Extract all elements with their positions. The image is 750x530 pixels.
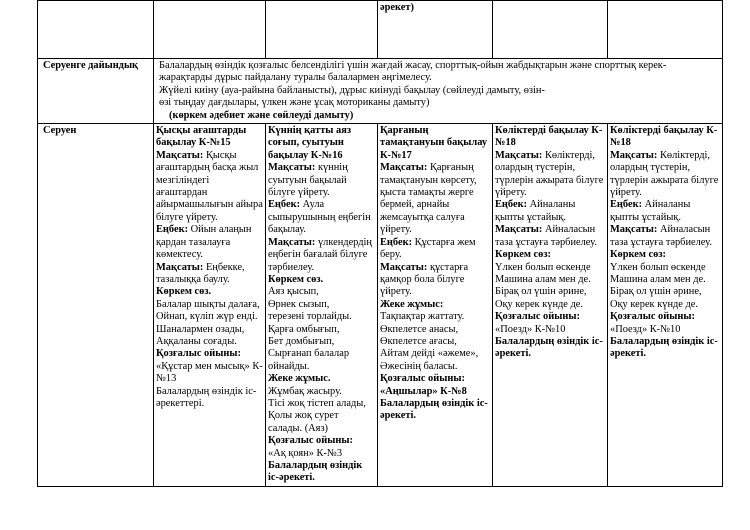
walk-line: [268, 435, 375, 447]
walk-line: [268, 398, 375, 410]
walk-line-text: Мақсаты:: [268, 162, 318, 174]
walk-line-rest: Қысқы ағаштардың басқа жыл мезгіліндегі ағаштардан айырмашылығын айыра білуге үйрету.: [156, 149, 263, 223]
walk-line: [610, 262, 720, 274]
top-cell-2: [266, 1, 378, 59]
walk-line: [156, 299, 263, 311]
walk-line-text: Балалардың өзіндік іс-әрекеттері.: [156, 385, 257, 409]
walk-line: [156, 125, 263, 150]
walk-line-text: Үлкен болып өскенде: [495, 261, 591, 273]
walk-line-text: Машина алам мен де.: [495, 273, 591, 285]
walk-line-text: Өкпелетсе ағасы,: [380, 335, 457, 347]
walk-line: [610, 286, 720, 298]
walk-line-text: Балалардың өзіндік іс-әрекеті.: [610, 335, 718, 360]
walk-line-text: Мақсаты:: [610, 224, 660, 236]
walk-line: [268, 286, 375, 298]
walk-line-text: Өрнек сызып,: [268, 298, 330, 310]
walk-line-text: Мақсаты:: [380, 261, 430, 273]
walk-line-text: «Поезд» К-№10: [610, 323, 681, 335]
walk-line: [610, 150, 720, 200]
walk-line: [156, 386, 263, 411]
walk-line-text: Еңбек:: [156, 224, 191, 236]
walk-line: [380, 237, 490, 262]
walk-line-text: Балалардың өзіндік іс-әрекеті.: [268, 460, 363, 484]
walk-line: [610, 249, 720, 261]
walk-line: [268, 311, 375, 323]
walk-line: [268, 237, 375, 274]
walk-line: [156, 324, 263, 336]
walk-line-text: Көліктерді бақылау К-№18: [495, 125, 603, 149]
walk-line: [495, 336, 605, 361]
walk-line: [380, 311, 490, 323]
walk-line: [495, 224, 605, 249]
walk-line-text: «Поезд» К-№10: [495, 323, 566, 335]
walk-line: [610, 125, 720, 150]
walk-line: [610, 336, 720, 361]
walk-line: [380, 162, 490, 236]
walk-line-rest: құстарға қамқор бола білуге үйрету.: [380, 261, 469, 298]
prep-line: Жүйелі киіну (ауа-райына байланысты), дұрыс киінуді бақылау (сөйлеуді дамыту, өзін-: [159, 84, 545, 96]
walk-line: [156, 348, 263, 360]
walk-line: [156, 262, 263, 287]
prep-line: Балалардың өзіндік қозғалыс белсенділігі үшін жағдай жасау, спорттық-ойын жабдықтарын және спорттық керек-: [159, 60, 667, 71]
walk-line-text: Еңбек:: [610, 199, 645, 211]
walk-line: [156, 224, 263, 261]
walk-line-text: Қозғалыс ойыны:: [495, 311, 580, 323]
walk-line-text: Еңбек:: [495, 199, 530, 211]
walk-line-text: Бірақ ол үшін әрине,: [495, 286, 587, 298]
walk-line-rest: Еңбекке, тазалыққа баулу.: [156, 261, 245, 285]
walk-line-text: Мақсаты:: [268, 236, 318, 248]
walk-line: [268, 348, 375, 373]
walk-line-text: Мақсаты:: [495, 149, 545, 161]
prep-line: (көркем әдебиет және сөйлеуді дамыту): [169, 109, 354, 121]
walk-col-1: [266, 124, 378, 487]
walk-line-text: Мақсаты:: [380, 162, 430, 174]
walk-line: [495, 299, 605, 311]
walk-line-rest: Ойын алаңын қардан тазалауға көмектесу.: [156, 224, 252, 261]
walk-line-text: Көліктерді бақылау К-№18: [610, 125, 718, 149]
walk-line-text: Еңбек:: [380, 236, 415, 248]
walk-line: [610, 274, 720, 286]
walk-line-rest: Айналаны қыпты ұстайық.: [610, 199, 691, 223]
walk-line: [495, 311, 605, 323]
walk-col-4: [608, 124, 723, 487]
walk-line-text: Қолы жоқ сурет салады. (Аяз): [268, 410, 339, 434]
walk-line-text: Үлкен болып өскенде: [610, 261, 706, 273]
walk-line-text: Балалардың өзіндік іс-әрекеті.: [495, 335, 603, 360]
walk-line-text: Қысқы ағаштарды бақылау К-№15: [156, 125, 247, 149]
walk-line: [268, 324, 375, 336]
walk-line: [156, 336, 263, 348]
walk-line: [268, 386, 375, 398]
walk-line-text: терезені торлайды.: [268, 311, 352, 323]
top-label-cell: [38, 1, 154, 59]
walk-line: [268, 125, 375, 162]
walk-line: [495, 150, 605, 200]
walk-line-text: Еңбек:: [268, 199, 303, 211]
walk-line-text: Тақпақтар жаттату.: [380, 311, 465, 323]
walk-line-text: Мақсаты:: [495, 224, 545, 236]
table-row-top: [38, 1, 723, 59]
walk-line-text: Көркем сөз:: [610, 249, 666, 261]
table-row-prep: [38, 59, 723, 124]
walk-line-text: Жеке жұмыс:: [380, 298, 444, 310]
walk-line: [610, 311, 720, 323]
walk-line: [610, 324, 720, 336]
walk-line-text: Көркем сөз:: [495, 249, 551, 261]
walk-line: [610, 224, 720, 249]
schedule-table: [37, 0, 723, 487]
walk-line-text: Қозғалыс ойыны:: [268, 435, 353, 447]
walk-line: [268, 299, 375, 311]
walk-line-text: «Құстар мен мысық» К-№13: [156, 360, 263, 385]
walk-line-text: Қозғалыс ойыны:: [610, 311, 695, 323]
walk-line-text: «Аңшылар» К-№8: [380, 385, 467, 397]
walk-line-text: Аяз қысып,: [268, 286, 319, 298]
walk-line-text: Күннің қатты аяз соғып, суытуын бақылау К-№16: [268, 125, 351, 161]
walk-line: [610, 199, 720, 224]
walk-line: [495, 249, 605, 261]
walk-line-text: Мақсаты:: [156, 149, 206, 161]
walk-line: [495, 199, 605, 224]
walk-line: [380, 361, 490, 373]
walk-line: [380, 125, 490, 162]
walk-line-text: «Ақ қоян» К-№3: [268, 447, 343, 459]
walk-line-text: Балалардың өзіндік іс-әрекеті.: [380, 397, 488, 422]
walk-line: [380, 262, 490, 299]
prep-content: [154, 59, 723, 124]
walk-line: [268, 336, 375, 348]
walk-line: [495, 324, 605, 336]
walk-line-rest: Қарғаның тамақтануын көрсету, қыста тамақты жерге бермей, арнайы жемсауытқа салуға үйрету.: [380, 162, 477, 236]
walk-line: [268, 274, 375, 286]
top-cell-3: [378, 1, 493, 59]
walk-line-rest: Көліктерді, олардың түстерін, түрлерін ажырата білуге үйрету.: [495, 149, 604, 199]
top-cell-4: [493, 1, 608, 59]
prep-line: өзі тыңдау дағдылары, үлкен және ұсақ моториканы дамыту): [159, 97, 430, 109]
top-cell-1: [154, 1, 266, 59]
walk-line-text: Әжесінің баласы.: [380, 360, 458, 372]
walk-line: [380, 398, 490, 423]
walk-line-text: Балалар шықты далаға,: [156, 298, 260, 310]
walk-line-text: Мақсаты:: [156, 261, 206, 273]
walk-line: [156, 286, 263, 298]
walk-line: [268, 162, 375, 199]
walk-line-text: Оқу керек күнде де.: [495, 298, 583, 310]
walk-line-text: Жеке жұмыс.: [268, 373, 331, 385]
walk-line-text: Бет домбығып,: [268, 335, 335, 347]
walk-line: [156, 311, 263, 323]
walk-line: [380, 324, 490, 336]
walk-line-rest: Айналасын таза ұстауға тәрбиелеу.: [610, 224, 712, 248]
walk-line-text: Көркем сөз.: [268, 273, 324, 285]
walk-label: Серуен: [38, 124, 154, 487]
walk-line-text: Ойнап, күліп жүр енді.: [156, 311, 258, 323]
walk-line-text: Аққаланы соғады.: [156, 335, 237, 347]
walk-line: [495, 274, 605, 286]
walk-line: [610, 299, 720, 311]
walk-line-rest: Айналаны қыпты ұстайық.: [495, 199, 576, 223]
walk-line: [380, 348, 490, 360]
top-cell-5: [608, 1, 723, 59]
walk-line-text: Қарғаның тамақтануын бақылау К-№17: [380, 125, 488, 161]
walk-col-2: [378, 124, 493, 487]
walk-line-text: Қарға омбығып,: [268, 323, 340, 335]
walk-line-text: Оқу керек күнде де.: [610, 298, 698, 310]
walk-line: [495, 125, 605, 150]
walk-line-rest: Айналасын таза ұстауға тәрбиелеу.: [495, 224, 597, 248]
walk-line-text: Өкпелетсе анасы,: [380, 323, 459, 335]
walk-line: [268, 448, 375, 460]
walk-line-text: Сырғанап балалар ойнайды.: [268, 348, 350, 372]
walk-line-rest: үлкендердің еңбегін бағалай білуге тәрбиелеу.: [268, 236, 372, 273]
walk-line-text: Машина алам мен де.: [610, 273, 706, 285]
walk-line-text: Шаналармен озады,: [156, 323, 245, 335]
walk-line-text: Көркем сөз.: [156, 286, 212, 298]
walk-line: [380, 386, 490, 398]
walk-line: [380, 373, 490, 385]
walk-line: [156, 150, 263, 224]
walk-line: [495, 262, 605, 274]
walk-line: [268, 373, 375, 385]
walk-line-text: Қозғалыс ойыны:: [156, 348, 241, 360]
walk-line: [156, 361, 263, 386]
walk-line: [268, 199, 375, 236]
walk-line: [495, 286, 605, 298]
walk-line: [380, 336, 490, 348]
walk-line: [268, 460, 375, 485]
prep-line: жарақтарды дұрыс пайдалану туралы балалармен әңгімелесу.: [159, 72, 432, 84]
walk-line-text: Айтам дейді «әжеме»,: [380, 348, 479, 360]
walk-line-text: Бірақ ол үшін әрине,: [610, 286, 702, 298]
walk-line-text: Тісі жоқ тістеп алады,: [268, 397, 366, 409]
walk-line: [268, 410, 375, 435]
walk-line-text: Мақсаты:: [610, 149, 660, 161]
walk-line-text: Қозғалыс ойыны:: [380, 373, 465, 385]
walk-col-3: [493, 124, 608, 487]
walk-line-rest: Көліктерді, олардың түстерін, түрлерін ажырата білуге үйрету.: [610, 149, 719, 199]
walk-col-0: [154, 124, 266, 487]
walk-line-text: Жұмбақ жасыру.: [268, 385, 342, 397]
top-cell-3-text: әрекет): [380, 2, 414, 13]
table-row-walk: [38, 124, 723, 487]
walk-line-rest: Құстарға жем беру.: [380, 236, 476, 261]
walk-line-rest: күннің суытуын бақылай білуге үйрету.: [268, 162, 348, 199]
walk-line: [380, 299, 490, 311]
walk-line-rest: Аула сыпырушының еңбегін бақылау.: [268, 199, 371, 236]
prep-label: Серуенге дайындық: [38, 59, 154, 124]
